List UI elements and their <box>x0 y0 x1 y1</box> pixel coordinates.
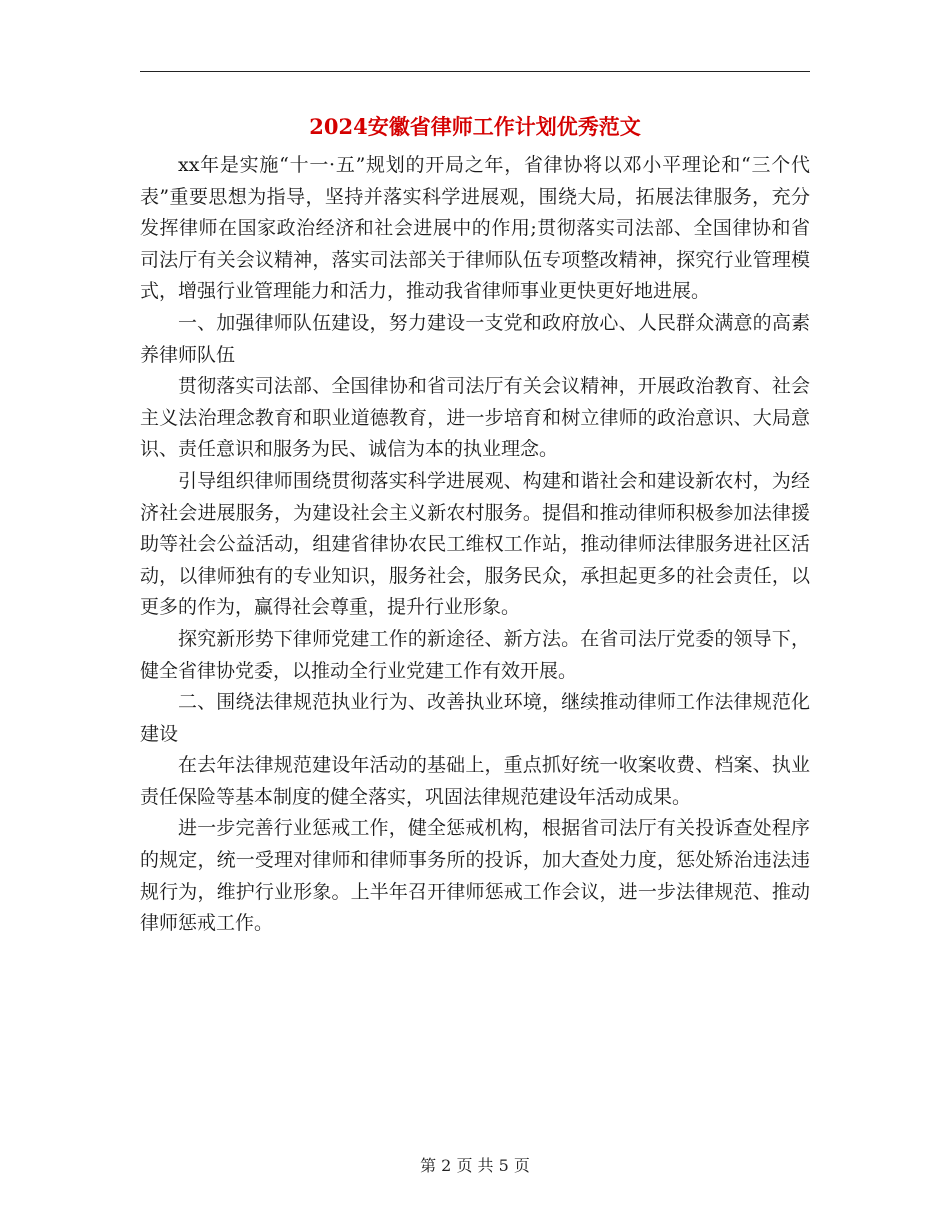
section-heading-1: 一、加强律师队伍建设，努力建设一支党和政府放心、人民群众满意的高素养律师队伍 <box>140 311 810 366</box>
paragraph: 在去年法律规范建设年活动的基础上，重点抓好统一收案收费、档案、执业责任保险等基本制度的健全落实，巩固法律规范建设年活动成果。 <box>140 754 810 808</box>
document-body <box>140 150 810 940</box>
header-rule <box>140 71 810 72</box>
section-heading-2: 二、围绕法律规范执业行为、改善执业环境，继续推动律师工作法律规范化建设 <box>140 691 810 745</box>
paragraph: 引导组织律师围绕贯彻落实科学进展观、构建和谐社会和建设新农村，为经济社会进展服务，为建设社会主义新农村服务。提倡和推动律师积极参加法律援助等社会公益活动，组建省律协农民工维权工作站，推动律师法律服务进社区活动，以律师独有的专业知识，服务社会，服务民众，承担起更多的社会责任，以更多的作为，赢得社会尊重，提升行业形象。 <box>140 469 810 619</box>
paragraph: 探究新形势下律师党建工作的新途径、新方法。在省司法厅党委的领导下，健全省律协党委，以推动全行业党建工作有效开展。 <box>140 627 810 682</box>
page-number-footer: 第 2 页 共 5 页 <box>420 1156 530 1175</box>
document-title: 2024安徽省律师工作计划优秀范文 <box>309 114 641 139</box>
paragraph-intro: xx年是实施“十一·五”规划的开局之年，省律协将以邓小平理论和“三个代表”重要思想为指导，坚持并落实科学进展观，围绕大局，拓展法律服务，充分发挥律师在国家政治经济和社会进展中的作用;贯彻落实司法部、全国律协和省司法厅有关会议精神，落实司法部关于律师队伍专项整改精神，探究行业管理模式，增强行业管理能力和活力，推动我省律师事业更快更好地进展。 <box>140 154 810 303</box>
paragraph: 进一步完善行业惩戒工作，健全惩戒机构，根据省司法厅有关投诉查处程序的规定，统一受理对律师和律师事务所的投诉，加大查处力度，惩处矫治违法违规行为，维护行业形象。上半年召开律师惩戒工作会议，进一步法律规范、推动律师惩戒工作。 <box>140 817 810 935</box>
paragraph: 贯彻落实司法部、全国律协和省司法厅有关会议精神，开展政治教育、社会主义法治理念教育和职业道德教育，进一步培育和树立律师的政治意识、大局意识、责任意识和服务为民、诚信为本的执业理念。 <box>140 375 810 461</box>
